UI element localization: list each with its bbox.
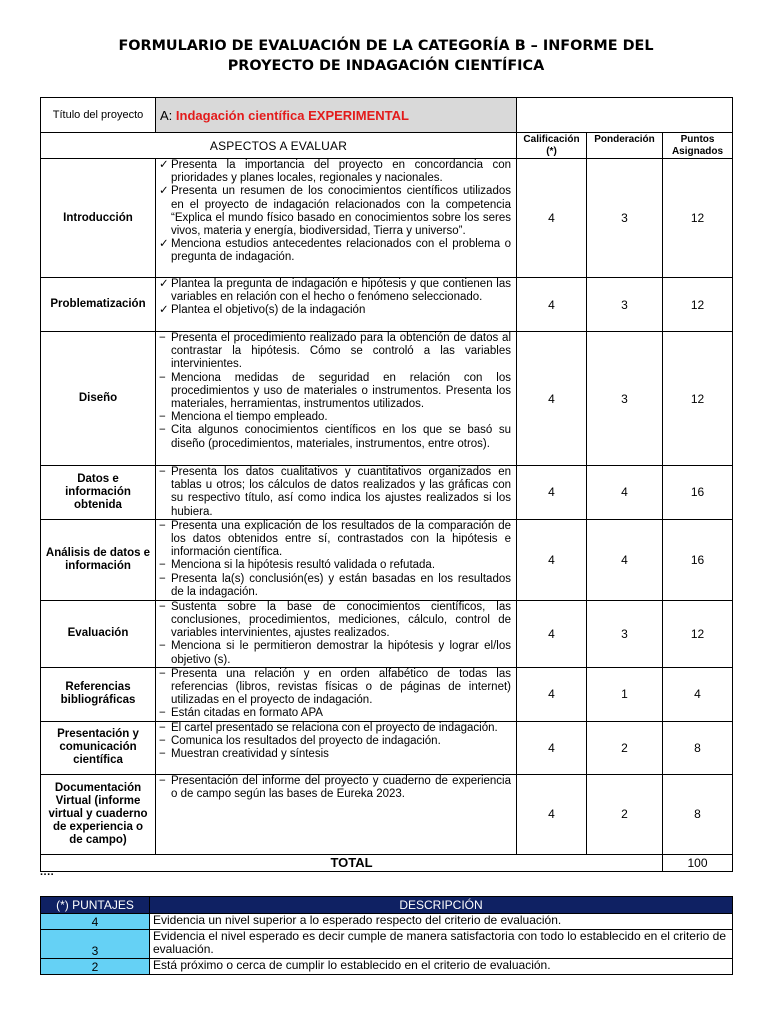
criterion-text: Plantea la pregunta de indagación e hipótesis y que contienen las variables en relación con el hecho o fenómeno seleccionado. (171, 278, 511, 304)
criterion-text: Menciona el tiempo empleado. (171, 411, 328, 424)
criterion-item (159, 559, 511, 572)
legend-description: Está próximo o cerca de cumplir lo establecido en el criterio de evaluación. (150, 959, 733, 975)
criterion-text: Menciona si la hipótesis resultó validada o refutada. (171, 559, 436, 572)
score-value: 4 (517, 667, 587, 721)
aspect-label: Diseño (41, 332, 156, 466)
legend-score: 3 (41, 930, 150, 959)
table-row (41, 721, 733, 774)
criterion-text: Presenta el procedimiento realizado para la obtención de datos al contrastar la hipótesis. Cómo se controló a las variables intervinientes. (171, 332, 511, 371)
table-row (41, 774, 733, 854)
dash-icon: − (159, 707, 166, 720)
criteria-list (159, 466, 511, 519)
criterion-text: Presenta la importancia del proyecto en concordancia con prioridades y planes locales, regionales y nacionales. (171, 159, 511, 185)
project-prefix: A: (160, 107, 176, 123)
criterion-text: Presentación del informe del proyecto y cuaderno de experiencia o de campo según las bases de Eureka 2023. (171, 774, 511, 800)
score-value: 4 (517, 159, 587, 278)
criterion-text: El cartel presentado se relaciona con el proyecto de indagación. (171, 721, 498, 734)
dash-icon: − (159, 411, 166, 424)
legend-row (41, 914, 733, 930)
criteria-list (159, 332, 511, 451)
legend-score: 4 (41, 914, 150, 930)
dash-icon: − (159, 640, 166, 653)
title-line-2: PROYECTO DE INDAGACIÓN CIENTÍFICA (227, 58, 545, 74)
dash-icon: − (159, 424, 166, 437)
criteria-list (159, 775, 511, 801)
criterion-item (159, 722, 511, 735)
weight-value: 3 (587, 159, 663, 278)
points-value: 12 (663, 332, 733, 466)
project-blank-cell (517, 98, 733, 133)
legend-row (41, 930, 733, 959)
points-value: 12 (663, 600, 733, 667)
ellipsis-text: .... (40, 866, 55, 878)
score-value: 4 (517, 332, 587, 466)
criterion-text: Menciona estudios antecedentes relacionados con el problema o pregunta de indagación. (171, 238, 511, 264)
criterion-item (159, 372, 511, 412)
dash-icon: − (159, 519, 166, 532)
dash-icon: − (159, 371, 166, 384)
dash-icon: − (159, 748, 166, 761)
criteria-list (159, 520, 511, 599)
criterion-item (159, 466, 511, 519)
criterion-text: Presenta un resumen de los conocimientos científicos utilizados en el proyecto de indagación relacionados con la competencia “Explica el mundo físico basado en conocimientos sobre los seres vivos, materia y energía, biodiversidad, Tierra y universo”. (171, 185, 511, 238)
header-aspects: ASPECTOS A EVALUAR (41, 133, 517, 159)
points-value: 4 (663, 667, 733, 721)
total-value: 100 (663, 854, 733, 871)
aspect-label: Evaluación (41, 600, 156, 667)
table-row (41, 667, 733, 721)
criterion-item (159, 573, 511, 599)
weight-value: 1 (587, 667, 663, 721)
criterion-text: Presenta los datos cualitativos y cuantitativos organizados en tablas u otros; los cálculos de datos realizados y las gráficas con su respectivo título, así como indica los ajustes realizados si los hubiera. (171, 466, 511, 518)
criterion-text: Plantea el objetivo(s) de la indagación (171, 304, 366, 317)
criterion-item (159, 668, 511, 708)
check-icon: ✓ (159, 185, 169, 198)
aspect-label: Problematización (41, 278, 156, 332)
criteria-cell (156, 519, 517, 600)
criterion-text: Cita algunos conocimientos científicos en los que se basó su diseño (procedimientos, materiales, instrumentos, entre otros). (171, 424, 511, 450)
legend-description: Evidencia el nivel esperado es decir cumple de manera satisfactoria con todo lo establecido en el criterio de evaluación. (150, 930, 733, 959)
legend-description: Evidencia un nivel superior a lo esperado respecto del criterio de evaluación. (150, 914, 733, 930)
total-row (41, 854, 733, 871)
total-label: TOTAL (41, 854, 663, 871)
dash-icon: − (159, 559, 166, 572)
criterion-item (159, 601, 511, 641)
score-value: 4 (517, 519, 587, 600)
criteria-rows (41, 159, 733, 855)
legend-header-row (41, 897, 733, 914)
criteria-cell (156, 466, 517, 520)
criteria-list (159, 278, 511, 318)
criterion-item (159, 775, 511, 801)
table-row (41, 332, 733, 466)
evaluation-table (40, 97, 733, 872)
criterion-item (159, 640, 511, 666)
project-name: Indagación científica EXPERIMENTAL (175, 107, 409, 123)
check-icon: ✓ (159, 159, 169, 171)
dash-icon: − (159, 721, 166, 734)
criterion-item (159, 332, 511, 372)
header-points: Puntos Asignados (663, 133, 733, 159)
points-value: 8 (663, 721, 733, 774)
criterion-item (159, 735, 511, 748)
project-title-label: Título del proyecto (41, 98, 156, 133)
points-value: 16 (663, 466, 733, 520)
criterion-item (159, 520, 511, 560)
criterion-item (159, 304, 511, 317)
page-title (40, 36, 732, 76)
legend-row (41, 959, 733, 975)
check-icon: ✓ (159, 278, 169, 290)
score-value: 4 (517, 774, 587, 854)
criterion-item (159, 424, 511, 450)
criterion-text: Menciona si le permitieron demostrar la hipótesis y lograr el/los objetivo (s). (171, 640, 511, 666)
criterion-item (159, 278, 511, 304)
criteria-cell (156, 721, 517, 774)
criterion-text: Comunica los resultados del proyecto de indagación. (171, 734, 441, 747)
header-weight: Ponderación (587, 133, 663, 159)
criteria-cell (156, 774, 517, 854)
weight-value: 3 (587, 332, 663, 466)
legend-header-desc: DESCRIPCIÓN (150, 897, 733, 914)
check-icon: ✓ (159, 238, 169, 251)
table-row (41, 466, 733, 520)
aspect-label: Introducción (41, 159, 156, 278)
aspect-label: Análisis de datos e información (41, 519, 156, 600)
criterion-text: Presenta la(s) conclusión(es) y están basadas en los resultados de la indagación. (171, 572, 511, 598)
criterion-text: Presenta una explicación de los resultados de la comparación de los datos obtenidos entre sí, contrastados con la hipótesis e información científica. (171, 519, 511, 559)
criteria-cell (156, 667, 517, 721)
points-value: 12 (663, 278, 733, 332)
criterion-text: Menciona medidas de seguridad en relación con los procedimientos y uso de materiales o instrumentos. Presenta los materiales, herramientas, instrumentos utilizados. (171, 371, 511, 411)
legend-rows (41, 914, 733, 975)
legend-header-score: (*) PUNTAJES (41, 897, 150, 914)
score-value: 4 (517, 466, 587, 520)
table-row (41, 600, 733, 667)
dash-icon: − (159, 774, 166, 787)
criterion-text: Muestran creatividad y síntesis (171, 748, 329, 761)
criteria-list (159, 668, 511, 721)
table-row (41, 519, 733, 600)
score-value: 4 (517, 278, 587, 332)
table-row (41, 159, 733, 278)
title-line-1: FORMULARIO DE EVALUACIÓN DE LA CATEGORÍA B – INFORME DEL (118, 38, 654, 54)
criteria-cell (156, 600, 517, 667)
aspect-label: Referencias bibliográficas (41, 667, 156, 721)
criteria-list (159, 722, 511, 762)
points-value: 8 (663, 774, 733, 854)
aspect-label: Datos e información obtenida (41, 466, 156, 520)
header-score: Calificación (*) (517, 133, 587, 159)
criterion-item (159, 238, 511, 264)
points-value: 12 (663, 159, 733, 278)
legend-table (40, 896, 733, 975)
table-row (41, 278, 733, 332)
legend-score: 2 (41, 959, 150, 975)
check-icon: ✓ (159, 304, 169, 317)
aspect-label: Presentación y comunicación científica (41, 721, 156, 774)
criterion-item (159, 411, 511, 424)
criterion-text: Presenta una relación y en orden alfabético de todas las referencias (libros, revistas físicas o de páginas de internet) utilizadas en el proyecto de indagación. (171, 667, 511, 707)
criteria-cell (156, 159, 517, 278)
criteria-list (159, 159, 511, 265)
criterion-item (159, 707, 511, 720)
dash-icon: − (159, 332, 166, 344)
criterion-item (159, 159, 511, 185)
project-title-value (156, 98, 517, 133)
criteria-cell (156, 332, 517, 466)
score-value: 4 (517, 721, 587, 774)
dash-icon: − (159, 734, 166, 747)
criteria-cell (156, 278, 517, 332)
criterion-item (159, 185, 511, 238)
dash-icon: − (159, 572, 166, 585)
weight-value: 4 (587, 519, 663, 600)
score-value: 4 (517, 600, 587, 667)
weight-value: 3 (587, 600, 663, 667)
weight-value: 2 (587, 721, 663, 774)
criterion-text: Sustenta sobre la base de conocimientos científicos, las conclusiones, procedimientos, mediciones, cálculo, control de variables intervinientes, ajustes realizados. (171, 600, 511, 640)
weight-value: 3 (587, 278, 663, 332)
dash-icon: − (159, 600, 166, 613)
criteria-list (159, 601, 511, 667)
aspect-label: Documentación Virtual (informe virtual y cuaderno de experiencia o de campo) (41, 774, 156, 854)
criterion-text: Están citadas en formato APA (171, 707, 323, 720)
header-row (41, 133, 733, 159)
dash-icon: − (159, 667, 166, 680)
criterion-item (159, 748, 511, 761)
project-title-row (41, 98, 733, 133)
dash-icon: − (159, 466, 166, 478)
weight-value: 2 (587, 774, 663, 854)
points-value: 16 (663, 519, 733, 600)
weight-value: 4 (587, 466, 663, 520)
